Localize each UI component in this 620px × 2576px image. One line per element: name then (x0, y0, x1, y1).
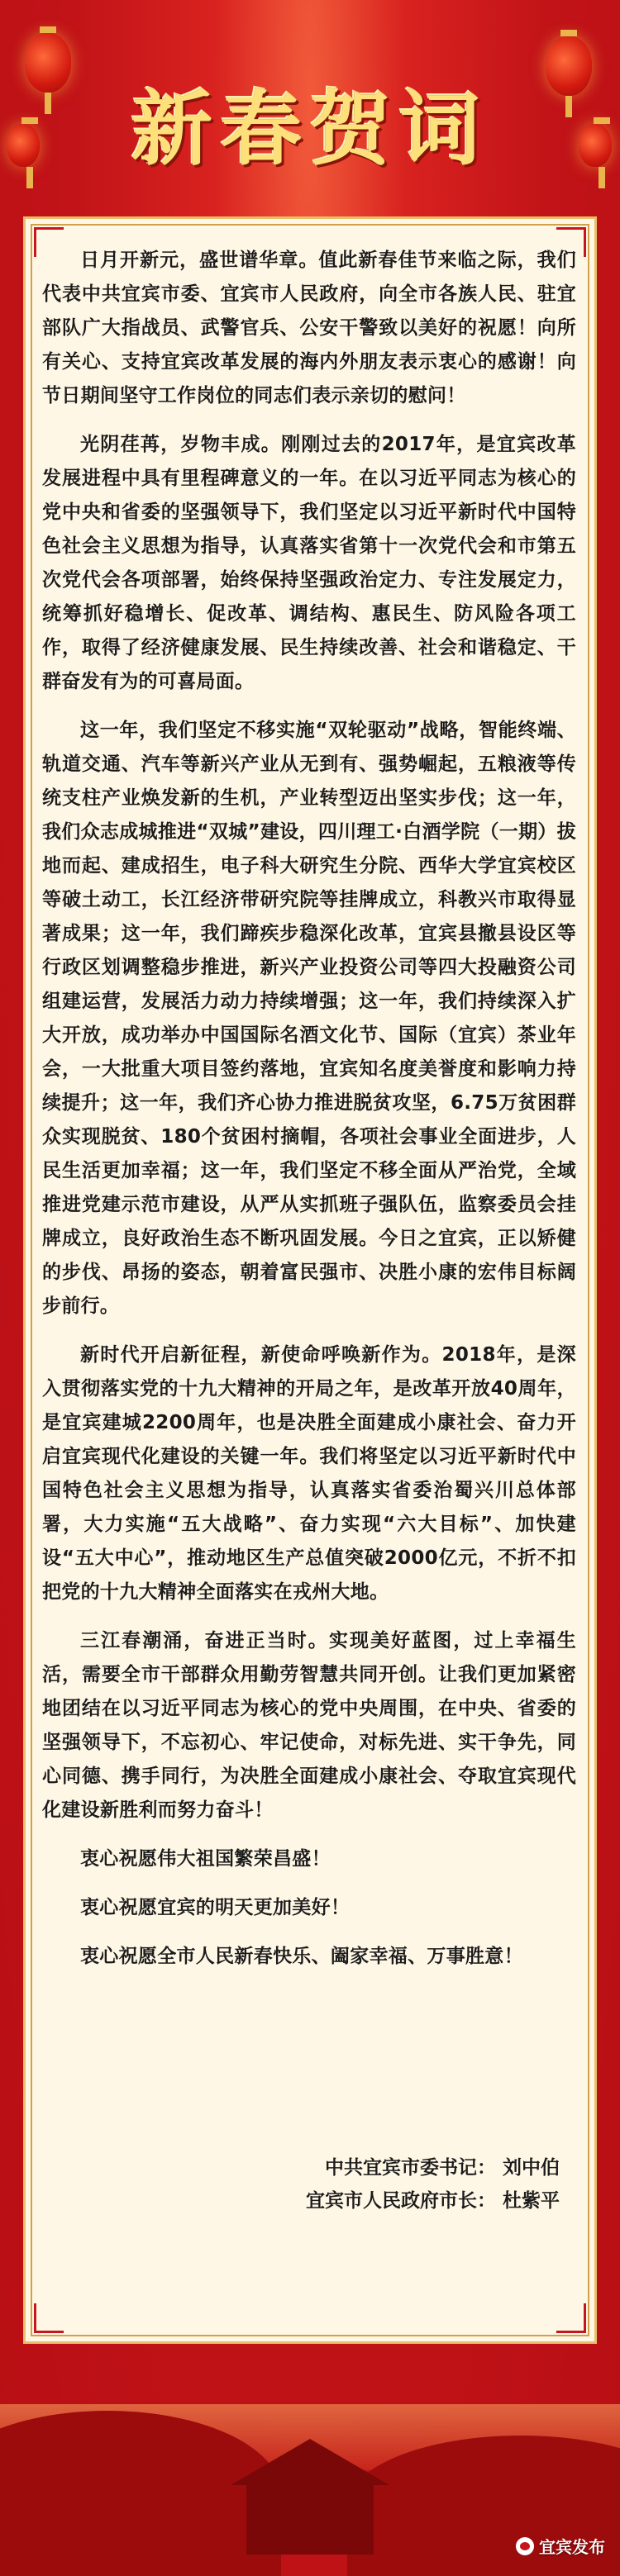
wish-line: 衷心祝愿伟大祖国繁荣昌盛！ (80, 1848, 331, 1870)
wish-line: 衷心祝愿全市人民新春快乐、阖家幸福、万事胜意！ (80, 1946, 523, 1967)
page-title: 新春贺词 (131, 82, 489, 177)
festive-header (0, 0, 620, 211)
wishes-list (42, 1842, 576, 1974)
signature-party-secretary: 中共宜宾市委书记： 刘中伯 (324, 2157, 560, 2179)
signature-block (306, 2151, 560, 2217)
letter-body (42, 244, 576, 1989)
paragraph: 这一年，我们坚定不移实施“双轮驱动”战略，智能终端、轨道交通、汽车等新兴产业从无到有、强势崛起，五粮液等传统支柱产业焕发新的生机，产业转型迈出坚实步伐；这一年，我们众志成城推进“双城”建设，四川理工·白酒学院（一期）拔地而起、建成招生，电子科大研究生分院、西华大学宜宾校区等破土动工，长江经济带研究院等挂牌成立，科教兴市取得显著成果；这一年，我们蹄疾步稳深化改革，宜宾县撤县设区等行政区划调整稳步推进，新兴产业投资公司等四大投融资公司组建运营，发展活力动力持续增强；这一年，我们持续深入扩大开放，成功举办中国国际名酒文化节、国际（宜宾）茶业年会，一大批重大项目签约落地，宜宾知名度美誉度和影响力持续提升；这一年，我们齐心协力推进脱贫攻坚，6.75万贫困群众实现脱贫、180个贫困村摘帽，各项社会事业全面进步，人民生活更加幸福；这一年，我们坚定不移全面从严治党，全域推进党建示范市建设，从严从实抓班子强队伍，监察委员会挂牌成立，良好政治生态不断巩固发展。今日之宜宾，正以矫健的步伐、昂扬的姿态，朝着富民强市、决胜小康的宏伟目标阔步前行。 (42, 720, 576, 1317)
signature-mayor: 宜宾市人民政府市长： 杜紫平 (305, 2190, 560, 2212)
corner-ornament-icon (34, 2303, 64, 2333)
greeting-card (23, 216, 597, 2344)
wish-line: 衷心祝愿宜宾的明天更加美好！ (80, 1897, 351, 1918)
paragraph: 三江春潮涌，奋进正当时。实现美好蓝图，过上幸福生活，需要全市干部群众用勤劳智慧共同开创。让我们更加紧密地团结在以习近平同志为核心的党中央周围，在中央、省委的坚强领导下，不忘初心、牢记使命，对标先进、实干争先，同心同德、携手同行，为决胜全面建成小康社会、夺取宜宾现代化建设新胜利而努力奋斗！ (42, 1630, 576, 1821)
paragraph: 日月开新元，盛世谱华章。值此新春佳节来临之际，我们代表中共宜宾市委、宜宾市人民政府，向全市各族人民、驻宜部队广大指战员、武警官兵、公安干警致以美好的祝愿！向所有关心、支持宜宾改革发展的海内外朋友表示衷心的感谢！向节日期间坚守工作岗位的同志们表示亲切的慰问！ (42, 250, 576, 406)
wechat-icon (516, 2537, 534, 2555)
corner-ornament-icon (556, 2303, 586, 2333)
watermark (516, 2534, 605, 2558)
paragraph: 光阴荏苒，岁物丰成。刚刚过去的2017年，是宜宾改革发展进程中具有里程碑意义的一年。在以习近平同志为核心的党中央和省委的坚强领导下，我们坚定以习近平新时代中国特色社会主义思想为指导，认真落实省第十一次党代会和市第五次党代会各项部署，始终保持坚强政治定力、专注发展定力，统筹抓好稳增长、促改革、调结构、惠民生、防风险各项工作，取得了经济健康发展、民生持续改善、社会和谐稳定、干群奋发有为的可喜局面。 (42, 434, 576, 692)
cityscape-footer (0, 2346, 620, 2576)
watermark-text: 宜宾发布 (539, 2537, 605, 2557)
paragraph: 新时代开启新征程，新使命呼唤新作为。2018年，是深入贯彻落实党的十九大精神的开局之年，是改革开放40周年，是宜宾建城2200周年，也是决胜全面建成小康社会、奋力开启宜宾现代化建设的关键一年。我们将坚定以习近平新时代中国特色社会主义思想为指导，认真落实省委治蜀兴川总体部署，大力实施“五大战略”、奋力实现“六大目标”、加快建设“五大中心”，推动地区生产总值突破2000亿元，不折不扣把党的十九大精神全面落实在戎州大地。 (42, 1344, 576, 1603)
